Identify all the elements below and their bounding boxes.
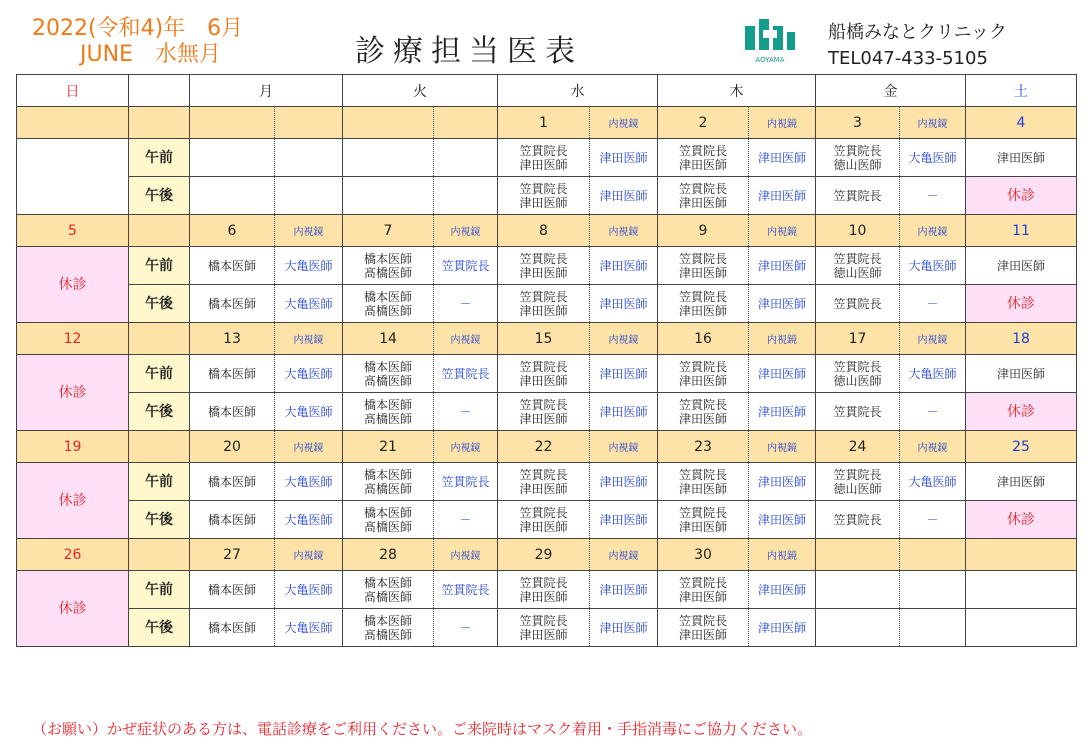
- slot-row-pm: [17, 285, 1077, 323]
- date-mon: 13: [190, 323, 275, 355]
- doctor-thu-scope: 津田医師: [749, 355, 816, 393]
- doctor-wed-main: [498, 285, 590, 323]
- doctor-name: 髙橋医師: [363, 303, 412, 318]
- doctor-fri-scope: 大亀医師: [900, 247, 966, 285]
- doctor-thu-main: [658, 139, 749, 177]
- doctor-name: 笠貫院長: [678, 575, 727, 590]
- date-sat: 25: [966, 431, 1077, 463]
- doctor-name: 笠貫院長: [678, 467, 727, 482]
- date-mon: 20: [190, 431, 275, 463]
- weekday-thu: 木: [658, 75, 816, 107]
- doctor-thu-scope: 津田医師: [749, 177, 816, 215]
- doctor-fri-scope: 大亀医師: [900, 139, 966, 177]
- date-thu: 9: [658, 215, 749, 247]
- doctor-sat: [966, 571, 1077, 609]
- doctor-mon-scope: 大亀医師: [275, 609, 343, 647]
- doctor-sat: 津田医師: [966, 463, 1077, 501]
- slot-label-pm: 午後: [129, 285, 190, 323]
- doctor-tue-main: [343, 177, 434, 215]
- doctor-fri-main: [816, 463, 900, 501]
- doctor-name: 橋本医師: [363, 289, 412, 304]
- scope-label-wed: 内視鏡: [590, 107, 658, 139]
- doctor-name: 津田医師: [519, 195, 568, 210]
- sunday-status: 休診: [17, 571, 129, 647]
- doctor-tue-main: [343, 571, 434, 609]
- date-line-2: JUNE 水無月: [80, 42, 221, 67]
- date-blank: [129, 215, 190, 247]
- doctor-thu-scope: 津田医師: [749, 247, 816, 285]
- doctor-fri-scope: －: [900, 177, 966, 215]
- doctor-sat: 津田医師: [966, 247, 1077, 285]
- doctor-wed-scope: 津田医師: [590, 285, 658, 323]
- doctor-fri-scope: －: [900, 393, 966, 431]
- page-title: 診療担当医表: [355, 34, 583, 69]
- doctor-wed-main: [498, 501, 590, 539]
- slot-row-pm: [17, 501, 1077, 539]
- doctor-name: 津田医師: [678, 519, 727, 534]
- date-mon: 6: [190, 215, 275, 247]
- scope-label-wed: 内視鏡: [590, 431, 658, 463]
- doctor-sat: 休診: [966, 501, 1077, 539]
- doctor-tue-scope: [434, 177, 498, 215]
- doctor-sat: 津田医師: [966, 355, 1077, 393]
- doctor-sat: [966, 609, 1077, 647]
- doctor-name: 徳山医師: [833, 481, 882, 496]
- doctor-name: 笠貫院長: [833, 359, 882, 374]
- doctor-name: 徳山医師: [833, 265, 882, 280]
- clinic-name: 船橋みなとクリニック: [828, 22, 1007, 43]
- doctor-name: 笠貫院長: [678, 397, 727, 412]
- slot-row-pm: [17, 609, 1077, 647]
- doctor-tue-main: [343, 285, 434, 323]
- doctor-wed-main: [498, 463, 590, 501]
- date-wed: 22: [498, 431, 590, 463]
- scope-label-mon: 内視鏡: [275, 323, 343, 355]
- doctor-name: 津田医師: [519, 373, 568, 388]
- slot-label-am: 午前: [129, 355, 190, 393]
- doctor-fri-scope: －: [900, 285, 966, 323]
- doctor-mon-scope: 大亀医師: [275, 285, 343, 323]
- doctor-tue-scope: 笠貫院長: [434, 571, 498, 609]
- sunday-status: 休診: [17, 355, 129, 431]
- doctor-thu-scope: 津田医師: [749, 393, 816, 431]
- doctor-sat: 津田医師: [966, 139, 1077, 177]
- doctor-name: 津田医師: [519, 265, 568, 280]
- footer-notice: （お願い）かぜ症状のある方は、電話診療をご利用ください。ご来院時はマスク着用・手指消毒にご協力ください。: [32, 720, 813, 738]
- doctor-name: 津田医師: [519, 481, 568, 496]
- doctor-tue-main: [343, 247, 434, 285]
- slot-label-pm: 午後: [129, 393, 190, 431]
- doctor-fri-main: [816, 609, 900, 647]
- doctor-name: 津田医師: [519, 589, 568, 604]
- doctor-name: 笠貫院長: [519, 143, 568, 158]
- date-mon: 27: [190, 539, 275, 571]
- date-row: [17, 215, 1077, 247]
- date-fri: 17: [816, 323, 900, 355]
- doctor-mon-main: 橋本医師: [190, 609, 275, 647]
- weekday-fri: 金: [816, 75, 966, 107]
- doctor-name: 笠貫院長: [519, 505, 568, 520]
- doctor-wed-scope: 津田医師: [590, 139, 658, 177]
- slot-row-am: [17, 139, 1077, 177]
- scope-label-wed: 内視鏡: [590, 215, 658, 247]
- scope-label-mon: 内視鏡: [275, 215, 343, 247]
- doctor-tue-scope: 笠貫院長: [434, 463, 498, 501]
- date-wed: 29: [498, 539, 590, 571]
- slot-row-am: [17, 463, 1077, 501]
- doctor-wed-main: [498, 609, 590, 647]
- weekday-header: [17, 75, 1077, 107]
- doctor-wed-scope: 津田医師: [590, 355, 658, 393]
- doctor-thu-scope: 津田医師: [749, 285, 816, 323]
- doctor-name: 笠貫院長: [678, 181, 727, 196]
- doctor-name: 笠貫院長: [833, 143, 882, 158]
- doctor-tue-scope: －: [434, 393, 498, 431]
- doctor-fri-scope: [900, 609, 966, 647]
- date-tue: 7: [343, 215, 434, 247]
- doctor-thu-scope: 津田医師: [749, 463, 816, 501]
- weekday-mon: 月: [190, 75, 343, 107]
- doctor-fri-main: 笠貫院長: [816, 285, 900, 323]
- doctor-name: 笠貫院長: [519, 181, 568, 196]
- doctor-thu-main: [658, 393, 749, 431]
- doctor-name: 津田医師: [678, 157, 727, 172]
- slot-row-am: [17, 355, 1077, 393]
- doctor-name: 笠貫院長: [833, 251, 882, 266]
- scope-label-tue: [434, 107, 498, 139]
- doctor-name: 笠貫院長: [678, 143, 727, 158]
- doctor-tue-main: [343, 355, 434, 393]
- doctor-mon-scope: 大亀医師: [275, 355, 343, 393]
- date-sun: 26: [17, 539, 129, 571]
- doctor-mon-scope: [275, 177, 343, 215]
- doctor-mon-main: [190, 139, 275, 177]
- doctor-name: 津田医師: [678, 303, 727, 318]
- doctor-tue-scope: －: [434, 501, 498, 539]
- doctor-name: 笠貫院長: [678, 289, 727, 304]
- doctor-wed-main: [498, 393, 590, 431]
- weekday-wed: 水: [498, 75, 658, 107]
- doctor-name: 橋本医師: [363, 397, 412, 412]
- date-fri: 10: [816, 215, 900, 247]
- scope-label-fri: [900, 539, 966, 571]
- doctor-name: 津田医師: [678, 481, 727, 496]
- doctor-fri-scope: [900, 571, 966, 609]
- date-row: [17, 539, 1077, 571]
- doctor-name: 髙橋医師: [363, 627, 412, 642]
- doctor-name: 髙橋医師: [363, 411, 412, 426]
- date-sun: 19: [17, 431, 129, 463]
- doctor-name: 髙橋医師: [363, 265, 412, 280]
- doctor-name: 笠貫院長: [678, 251, 727, 266]
- doctor-name: 橋本医師: [363, 251, 412, 266]
- doctor-fri-main: [816, 571, 900, 609]
- doctor-name: 津田医師: [678, 195, 727, 210]
- scope-label-thu: 内視鏡: [749, 215, 816, 247]
- clinic-info: [828, 20, 1007, 72]
- date-sat: [966, 539, 1077, 571]
- doctor-thu-main: [658, 355, 749, 393]
- doctor-name: 橋本医師: [363, 359, 412, 374]
- doctor-wed-scope: 津田医師: [590, 609, 658, 647]
- doctor-thu-scope: 津田医師: [749, 139, 816, 177]
- doctor-name: 笠貫院長: [519, 575, 568, 590]
- doctor-fri-main: 笠貫院長: [816, 393, 900, 431]
- doctor-mon-main: 橋本医師: [190, 463, 275, 501]
- doctor-mon-scope: 大亀医師: [275, 393, 343, 431]
- scope-label-tue: 内視鏡: [434, 539, 498, 571]
- doctor-fri-scope: 大亀医師: [900, 355, 966, 393]
- doctor-wed-main: [498, 177, 590, 215]
- slot-label-pm: 午後: [129, 501, 190, 539]
- doctor-sat: 休診: [966, 285, 1077, 323]
- date-thu: 30: [658, 539, 749, 571]
- slot-label-am: 午前: [129, 139, 190, 177]
- doctor-mon-main: [190, 177, 275, 215]
- doctor-fri-scope: －: [900, 501, 966, 539]
- slot-label-am: 午前: [129, 247, 190, 285]
- doctor-wed-scope: 津田医師: [590, 463, 658, 501]
- doctor-mon-main: 橋本医師: [190, 393, 275, 431]
- doctor-wed-scope: 津田医師: [590, 393, 658, 431]
- scope-label-fri: 内視鏡: [900, 107, 966, 139]
- date-wed: 8: [498, 215, 590, 247]
- doctor-fri-main: [816, 247, 900, 285]
- doctor-name: 津田医師: [678, 411, 727, 426]
- doctor-mon-scope: 大亀医師: [275, 463, 343, 501]
- doctor-name: 津田医師: [519, 519, 568, 534]
- doctor-tue-scope: －: [434, 285, 498, 323]
- doctor-name: 髙橋医師: [363, 519, 412, 534]
- date-sat: 4: [966, 107, 1077, 139]
- weekday-sat: 土: [966, 75, 1077, 107]
- doctor-tue-main: [343, 463, 434, 501]
- doctor-wed-scope: 津田医師: [590, 247, 658, 285]
- doctor-mon-main: 橋本医師: [190, 355, 275, 393]
- date-blank: [129, 539, 190, 571]
- doctor-fri-main: 笠貫院長: [816, 501, 900, 539]
- doctor-tue-scope: [434, 139, 498, 177]
- doctor-name: 津田医師: [678, 373, 727, 388]
- date-sun: 12: [17, 323, 129, 355]
- doctor-tue-scope: －: [434, 609, 498, 647]
- clinic-logo-icon: [742, 16, 798, 68]
- weekday-blank: [129, 75, 190, 107]
- doctor-sat: 休診: [966, 177, 1077, 215]
- doctor-fri-main: [816, 139, 900, 177]
- scope-label-fri: 内視鏡: [900, 215, 966, 247]
- doctor-name: 徳山医師: [833, 157, 882, 172]
- date-row: [17, 107, 1077, 139]
- date-fri: [816, 539, 900, 571]
- doctor-wed-scope: 津田医師: [590, 177, 658, 215]
- doctor-name: 笠貫院長: [519, 467, 568, 482]
- date-sat: 18: [966, 323, 1077, 355]
- doctor-name: 津田医師: [519, 627, 568, 642]
- slot-label-am: 午前: [129, 571, 190, 609]
- date-heading: [32, 16, 243, 68]
- date-wed: 15: [498, 323, 590, 355]
- doctor-thu-scope: 津田医師: [749, 609, 816, 647]
- sunday-status: 休診: [17, 463, 129, 539]
- doctor-name: 津田医師: [519, 303, 568, 318]
- date-thu: 2: [658, 107, 749, 139]
- doctor-name: 笠貫院長: [678, 359, 727, 374]
- date-sun: 5: [17, 215, 129, 247]
- weekday-tue: 火: [343, 75, 498, 107]
- doctor-name: 笠貫院長: [519, 613, 568, 628]
- doctor-name: 津田医師: [678, 627, 727, 642]
- slot-label-am: 午前: [129, 463, 190, 501]
- date-blank: [129, 431, 190, 463]
- date-thu: 16: [658, 323, 749, 355]
- scope-label-mon: [275, 107, 343, 139]
- doctor-mon-scope: 大亀医師: [275, 571, 343, 609]
- doctor-name: 津田医師: [519, 411, 568, 426]
- doctor-name: 笠貫院長: [678, 505, 727, 520]
- slot-label-pm: 午後: [129, 177, 190, 215]
- doctor-tue-main: [343, 393, 434, 431]
- scope-label-wed: 内視鏡: [590, 323, 658, 355]
- doctor-thu-main: [658, 177, 749, 215]
- doctor-thu-scope: 津田医師: [749, 501, 816, 539]
- date-tue: [343, 107, 434, 139]
- doctor-mon-main: 橋本医師: [190, 247, 275, 285]
- doctor-name: 津田医師: [519, 157, 568, 172]
- date-mon: [190, 107, 275, 139]
- doctor-name: 津田医師: [678, 589, 727, 604]
- doctor-wed-scope: 津田医師: [590, 501, 658, 539]
- date-row: [17, 431, 1077, 463]
- sunday-status: 休診: [17, 247, 129, 323]
- weekday-sun: 日: [17, 75, 129, 107]
- doctor-tue-scope: 笠貫院長: [434, 355, 498, 393]
- doctor-name: 笠貫院長: [519, 359, 568, 374]
- date-wed: 1: [498, 107, 590, 139]
- date-tue: 28: [343, 539, 434, 571]
- slot-row-pm: [17, 177, 1077, 215]
- logo-text: AOYAMA: [755, 56, 785, 64]
- scope-label-mon: 内視鏡: [275, 539, 343, 571]
- slot-row-pm: [17, 393, 1077, 431]
- date-fri: 3: [816, 107, 900, 139]
- doctor-name: 髙橋医師: [363, 481, 412, 496]
- schedule-table: [16, 74, 1077, 647]
- doctor-tue-main: [343, 501, 434, 539]
- doctor-name: 徳山医師: [833, 373, 882, 388]
- doctor-wed-main: [498, 355, 590, 393]
- date-row: [17, 323, 1077, 355]
- doctor-thu-scope: 津田医師: [749, 571, 816, 609]
- doctor-name: 髙橋医師: [363, 589, 412, 604]
- date-fri: 24: [816, 431, 900, 463]
- doctor-fri-main: [816, 355, 900, 393]
- doctor-wed-main: [498, 247, 590, 285]
- sunday-status: [17, 139, 129, 215]
- doctor-wed-scope: 津田医師: [590, 571, 658, 609]
- scope-label-tue: 内視鏡: [434, 215, 498, 247]
- doctor-sat: 休診: [966, 393, 1077, 431]
- doctor-name: 髙橋医師: [363, 373, 412, 388]
- doctor-mon-main: 橋本医師: [190, 571, 275, 609]
- doctor-mon-scope: 大亀医師: [275, 247, 343, 285]
- date-tue: 21: [343, 431, 434, 463]
- scope-label-thu: 内視鏡: [749, 539, 816, 571]
- date-blank: [129, 323, 190, 355]
- scope-label-fri: 内視鏡: [900, 431, 966, 463]
- doctor-name: 笠貫院長: [833, 467, 882, 482]
- scope-label-thu: 内視鏡: [749, 431, 816, 463]
- doctor-mon-scope: [275, 139, 343, 177]
- scope-label-mon: 内視鏡: [275, 431, 343, 463]
- slot-row-am: [17, 247, 1077, 285]
- doctor-wed-main: [498, 571, 590, 609]
- doctor-tue-main: [343, 139, 434, 177]
- doctor-name: 橋本医師: [363, 575, 412, 590]
- clinic-tel: TEL047-433-5105: [828, 48, 988, 69]
- date-line-1: 2022(令和4)年 6月: [32, 16, 244, 41]
- scope-label-wed: 内視鏡: [590, 539, 658, 571]
- doctor-name: 橋本医師: [363, 613, 412, 628]
- doctor-wed-main: [498, 139, 590, 177]
- doctor-name: 橋本医師: [363, 505, 412, 520]
- scope-label-thu: 内視鏡: [749, 323, 816, 355]
- doctor-tue-scope: 笠貫院長: [434, 247, 498, 285]
- doctor-name: 津田医師: [678, 265, 727, 280]
- date-blank: [129, 107, 190, 139]
- doctor-thu-main: [658, 609, 749, 647]
- doctor-thu-main: [658, 285, 749, 323]
- scope-label-fri: 内視鏡: [900, 323, 966, 355]
- doctor-name: 笠貫院長: [519, 251, 568, 266]
- date-sat: 11: [966, 215, 1077, 247]
- doctor-mon-main: 橋本医師: [190, 501, 275, 539]
- date-tue: 14: [343, 323, 434, 355]
- scope-label-tue: 内視鏡: [434, 431, 498, 463]
- doctor-mon-main: 橋本医師: [190, 285, 275, 323]
- slot-row-am: [17, 571, 1077, 609]
- date-thu: 23: [658, 431, 749, 463]
- doctor-thu-main: [658, 463, 749, 501]
- doctor-name: 橋本医師: [363, 467, 412, 482]
- doctor-name: 笠貫院長: [678, 613, 727, 628]
- slot-label-pm: 午後: [129, 609, 190, 647]
- doctor-fri-main: 笠貫院長: [816, 177, 900, 215]
- doctor-name: 笠貫院長: [519, 397, 568, 412]
- doctor-thu-main: [658, 247, 749, 285]
- scope-label-tue: 内視鏡: [434, 323, 498, 355]
- doctor-thu-main: [658, 571, 749, 609]
- doctor-name: 笠貫院長: [519, 289, 568, 304]
- doctor-thu-main: [658, 501, 749, 539]
- doctor-mon-scope: 大亀医師: [275, 501, 343, 539]
- scope-label-thu: 内視鏡: [749, 107, 816, 139]
- doctor-tue-main: [343, 609, 434, 647]
- doctor-fri-scope: 大亀医師: [900, 463, 966, 501]
- date-sun: [17, 107, 129, 139]
